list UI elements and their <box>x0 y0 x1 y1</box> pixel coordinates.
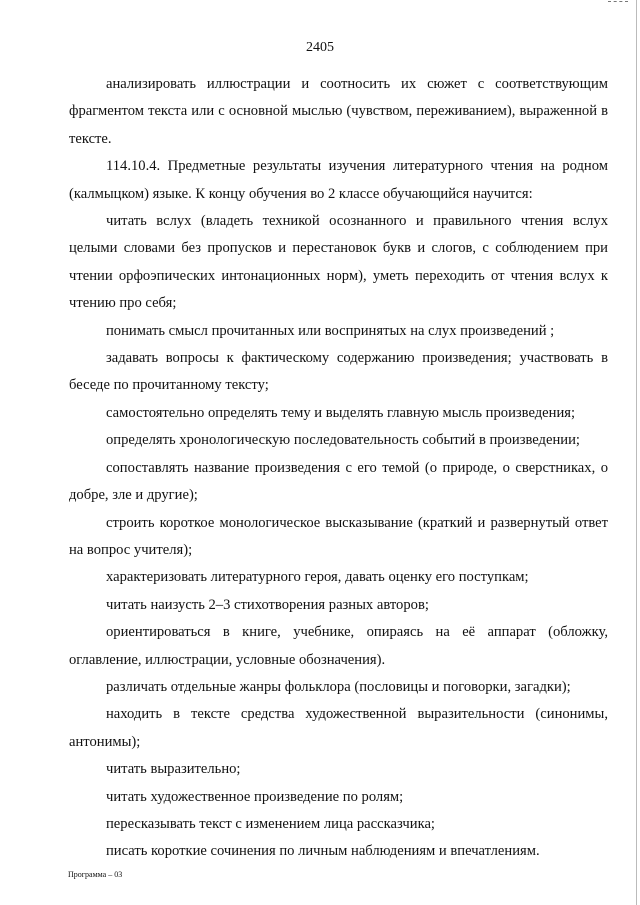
list-item: строить короткое монологическое высказывание (краткий и развернутый ответ на вопрос учителя); <box>69 514 608 558</box>
list-item: пересказывать текст с изменением лица рассказчика; <box>106 815 435 832</box>
scan-edge-line <box>636 0 637 905</box>
list-item: самостоятельно определять тему и выделять главную мысль произведения; <box>106 404 576 421</box>
footer-label: Программа – 03 <box>68 870 123 879</box>
list-item: ориентироваться в книге, учебнике, опираясь на её аппарат (обложку, оглавление, иллюстрации, условные обозначения). <box>69 624 608 668</box>
list-item: задавать вопросы к фактическому содержанию произведения; участвовать в беседе по прочитанному тексту; <box>69 350 608 394</box>
page-number: 2405 <box>306 40 334 55</box>
list-item: определять хронологическую последовательность событий в произведении; <box>106 432 580 449</box>
list-item: читать художественное произведение по ролям; <box>106 788 404 805</box>
list-item: читать вслух (владеть техникой осознанного и правильного чтения вслух целыми словами без пропусков и перестановок букв и слогов, с соблюдением при чтении орфоэпических интонационных норм), уметь переходить от чтения вслух к чтению про себя; <box>69 213 608 312</box>
list-item: различать отдельные жанры фольклора (пословицы и поговорки, загадки); <box>106 678 571 695</box>
paragraph: 114.10.4. Предметные результаты изучения литературного чтения на родном (калмыцком) языке. К концу обучения во 2 классе обучающийся научится: <box>69 158 608 202</box>
list-item: писать короткие сочинения по личным наблюдениям и впечатлениям. <box>106 843 540 860</box>
list-item: понимать смысл прочитанных или воспринятых на слух произведений ; <box>106 322 555 339</box>
list-item: читать выразительно; <box>106 761 241 778</box>
list-item: читать наизусть 2–3 стихотворения разных авторов; <box>106 596 429 613</box>
list-item: сопоставлять название произведения с его темой (о природе, о сверстниках, о добре, зле и другие); <box>69 459 608 504</box>
list-item: находить в тексте средства художественной выразительности (синонимы, антонимы); <box>69 706 608 750</box>
paragraph: анализировать иллюстрации и соотносить их сюжет с соответствующим фрагментом текста или с основной мыслью (чувством, переживанием), выраженной в тексте. <box>69 76 608 147</box>
document-body <box>69 71 608 866</box>
list-item: характеризовать литературного героя, давать оценку его поступкам; <box>106 569 529 586</box>
scan-edge-mark <box>608 1 628 2</box>
